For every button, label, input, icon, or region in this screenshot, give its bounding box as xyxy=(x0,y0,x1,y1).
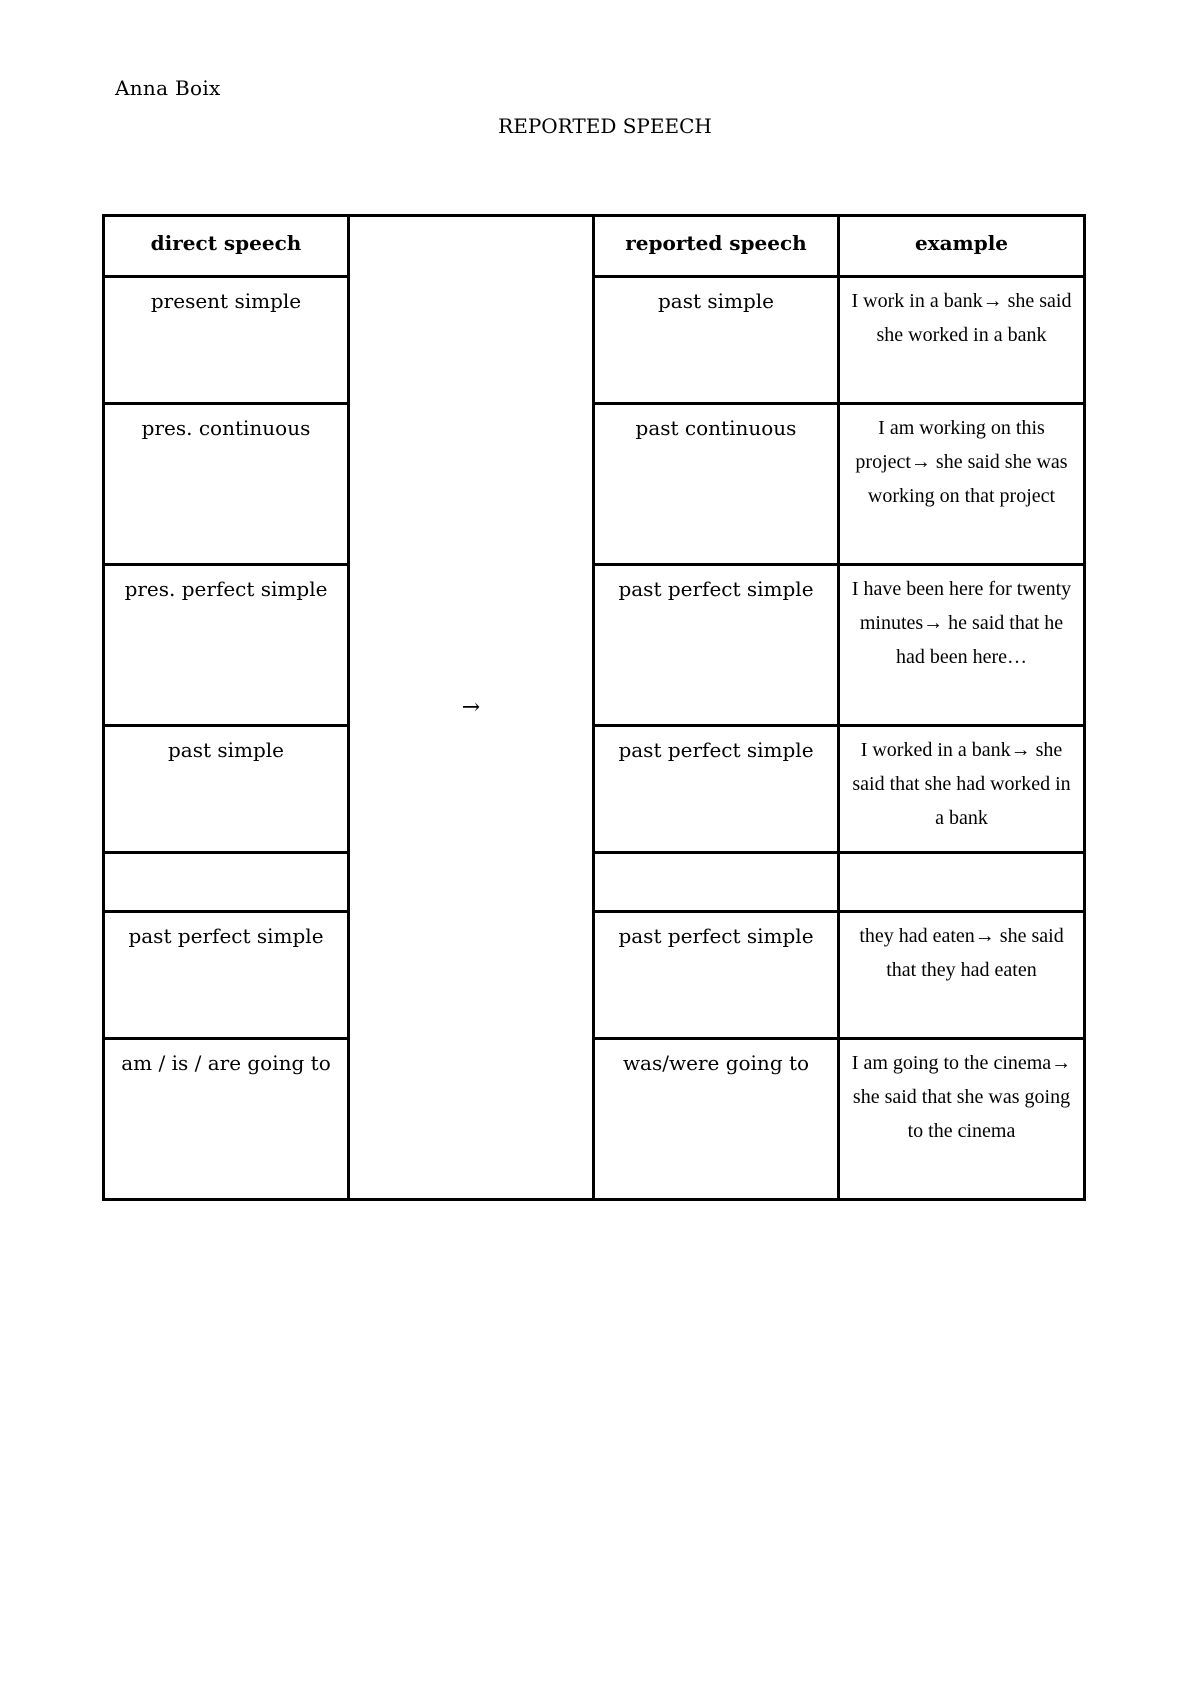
example-cell: I worked in a bank→ she said that she had worked in a bank xyxy=(839,726,1085,853)
reported-cell: past simple xyxy=(594,277,839,404)
arrow-column xyxy=(349,216,594,1200)
table-row xyxy=(104,565,1085,726)
table-row xyxy=(104,912,1085,1039)
direct-cell: am / is / are going to xyxy=(104,1039,349,1200)
example-cell: I am working on this project→ she said she was working on that project xyxy=(839,404,1085,565)
reported-cell: past perfect simple xyxy=(594,565,839,726)
reported-cell: past perfect simple xyxy=(594,726,839,853)
example-cell: they had eaten→ she said that they had eaten xyxy=(839,912,1085,1039)
page-title: REPORTED SPEECH xyxy=(498,114,712,138)
reported-speech-table xyxy=(102,214,1086,1201)
example-cell: I work in a bank→ she said she worked in a bank xyxy=(839,277,1085,404)
example-cell xyxy=(839,853,1085,912)
table-row xyxy=(104,404,1085,565)
direct-cell: past perfect simple xyxy=(104,912,349,1039)
example-cell: I have been here for twenty minutes→ he said that he had been here… xyxy=(839,565,1085,726)
table-row xyxy=(104,726,1085,853)
arrow-icon: → xyxy=(461,694,481,720)
table-header-row xyxy=(104,216,1085,277)
header-reported-speech: reported speech xyxy=(594,216,839,277)
table-row xyxy=(104,277,1085,404)
reported-cell: was/were going to xyxy=(594,1039,839,1200)
reported-cell: past perfect simple xyxy=(594,912,839,1039)
author-name: Anna Boix xyxy=(115,76,221,100)
header-direct-speech: direct speech xyxy=(104,216,349,277)
direct-cell: pres. perfect simple xyxy=(104,565,349,726)
direct-cell: past simple xyxy=(104,726,349,853)
table-row xyxy=(104,1039,1085,1200)
direct-cell: pres. continuous xyxy=(104,404,349,565)
header-example: example xyxy=(839,216,1085,277)
example-cell: I am going to the cinema→ she said that she was going to the cinema xyxy=(839,1039,1085,1200)
direct-cell xyxy=(104,853,349,912)
table-row xyxy=(104,853,1085,912)
direct-cell: present simple xyxy=(104,277,349,404)
reported-cell: past continuous xyxy=(594,404,839,565)
reported-cell xyxy=(594,853,839,912)
